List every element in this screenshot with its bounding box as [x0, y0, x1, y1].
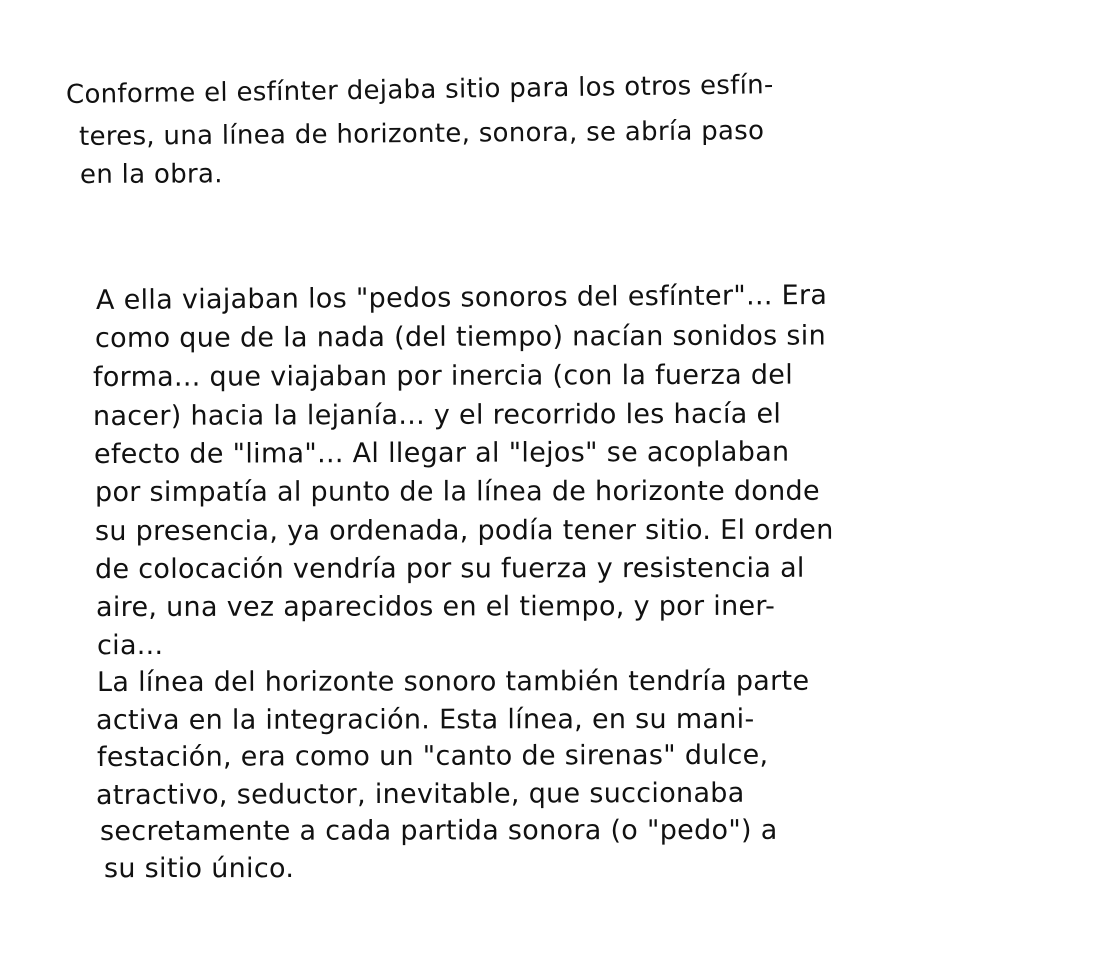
paragraph-2-line-6: por simpatía al punto de la línea de horizonte donde — [94, 475, 820, 508]
paragraph-2-line-5: efecto de "lima"... Al llegar al "lejos" se acoplaban — [93, 436, 790, 470]
paragraph-2-line-16: su sitio único. — [104, 853, 295, 884]
paragraph-1-line-2: teres, una línea de horizonte, sonora, se abría paso — [78, 116, 765, 152]
paragraph-1-line-3: en la obra. — [79, 159, 223, 190]
paragraph-2-line-4: nacer) hacia la lejanía... y el recorrido les hacía el — [92, 398, 782, 432]
paragraph-2-line-15: secretamente a cada partida sonora (o "pedo") a — [99, 814, 778, 847]
paragraph-2-line-10: cia... — [97, 630, 164, 661]
paragraph-2-line-1: A ella viajaban los "pedos sonoros del esfínter"... Era — [95, 279, 828, 316]
paragraph-2-line-14: atractivo, seductor, inevitable, que succionaba — [95, 777, 745, 811]
paragraph-2-line-9: aire, una vez aparecidos en el tiempo, y por iner- — [95, 590, 776, 623]
paragraph-2-line-2: como que de la nada (del tiempo) nacían sonidos sin — [94, 320, 827, 354]
paragraph-2-line-13: festación, era como un "canto de sirenas" dulce, — [96, 739, 769, 773]
paragraph-2-line-7: su presencia, ya ordenada, podía tener sitio. El orden — [94, 514, 834, 547]
paragraph-2-line-11: La línea del horizonte sonoro también tendría parte — [96, 665, 810, 698]
paragraph-2-line-3: forma... que viajaban por inercia (con la fuerza del — [92, 359, 794, 393]
paragraph-2-line-8: de colocación vendría por su fuerza y resistencia al — [94, 552, 805, 585]
paragraph-1-line-1: Conforme el esfínter dejaba sitio para los otros esfín- — [65, 70, 774, 110]
paragraph-2-line-12: activa en la integración. Esta línea, en su mani- — [95, 703, 755, 736]
